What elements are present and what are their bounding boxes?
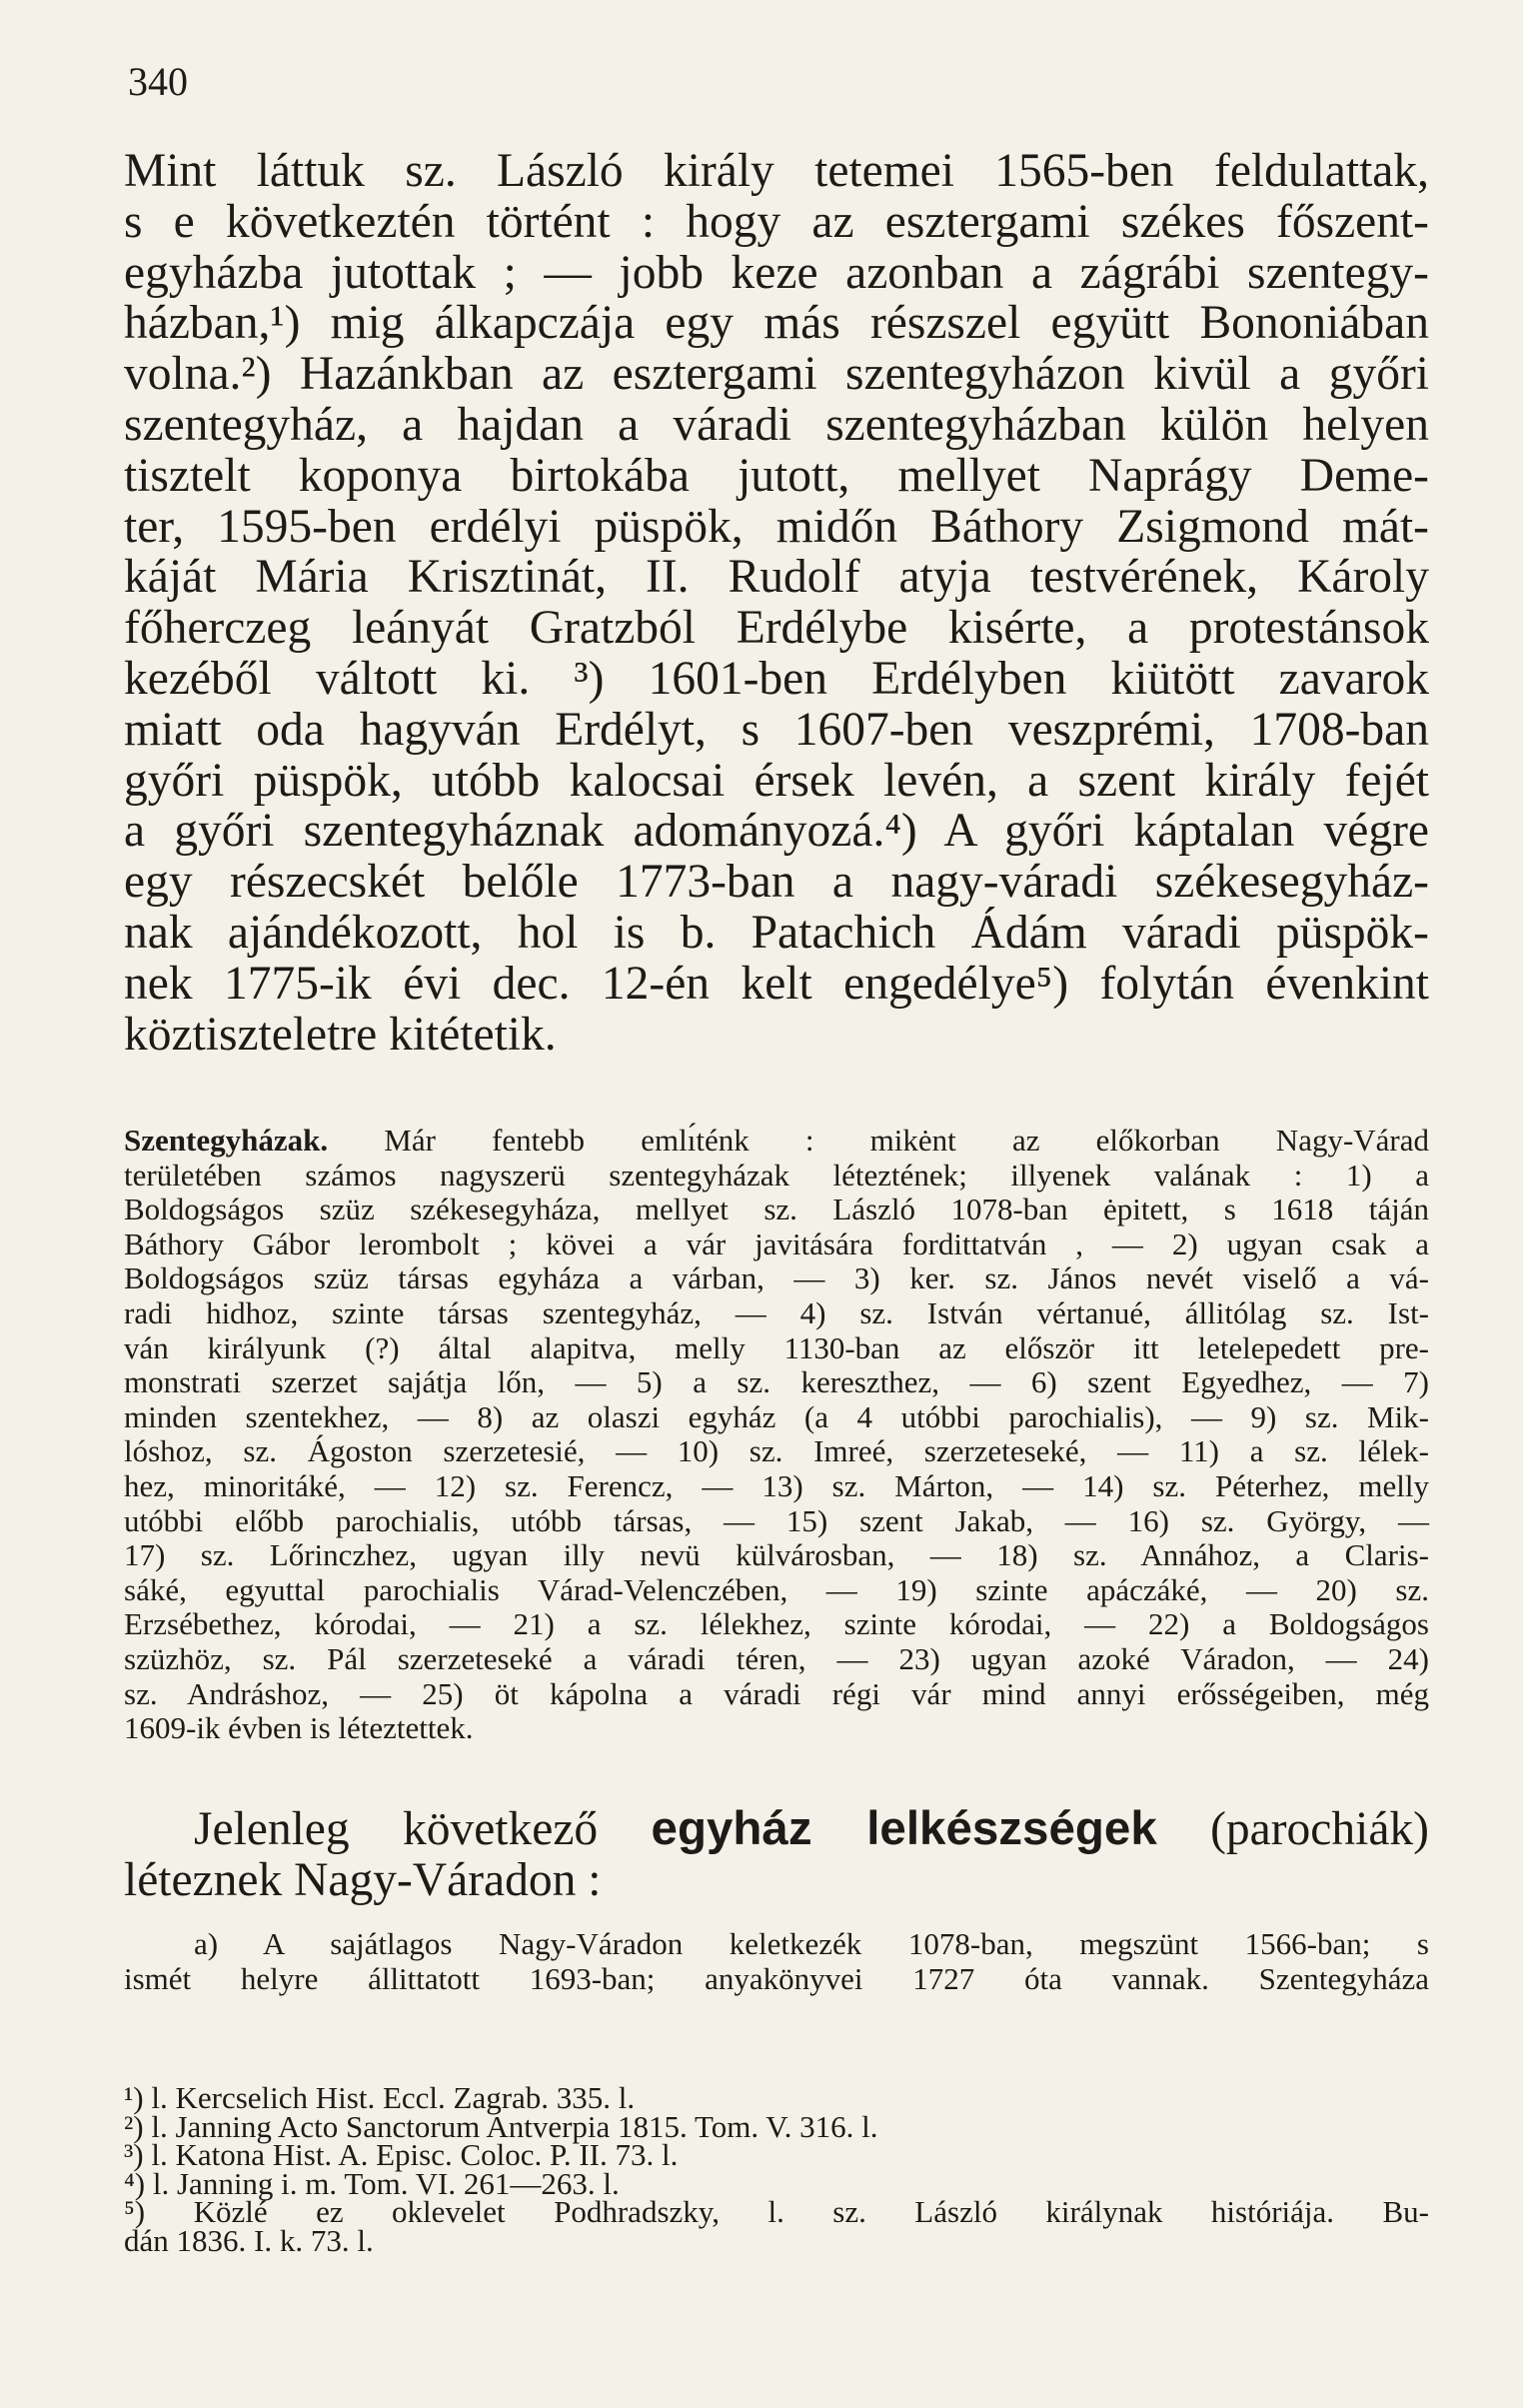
main-line: szentegyház, a hajdan a váradi szentegyházban külön helyen bbox=[124, 398, 1429, 451]
churches-line: 17) sz. Lőrinczhez, ugyan illy nevü külvárosban, — 18) sz. Annához, a Claris- bbox=[124, 1537, 1429, 1573]
main-line: nek 1775-ik évi dec. 12-én kelt engedélye⁵) folytán évenkint bbox=[124, 957, 1429, 1010]
churches-line: sz. Andráshoz, — 25) öt kápolna a váradi régi vár mind annyi erősségeiben, még bbox=[124, 1675, 1429, 1711]
churches-line: monstrati szerzet sajátja lőn, — 5) a sz. kereszthez, — 6) szent Egyedhez, — 7) bbox=[124, 1364, 1429, 1400]
parishes-line-2: léteznek Nagy-Váradon : bbox=[124, 1853, 602, 1906]
main-paragraph bbox=[124, 146, 1429, 1060]
footnote-line: ⁴) l. Janning i. m. Tom. VI. 261—263. l. bbox=[124, 2165, 620, 2201]
churches-line: Boldogságos szüz társas egyháza a várban, — 3) ker. sz. János nevét viselő a vá- bbox=[124, 1260, 1429, 1296]
parishes-line-1 bbox=[124, 1804, 1429, 1855]
main-line: főherczeg leányát Gratzból Erdélybe kisérte, a protestánsok bbox=[124, 602, 1429, 655]
footnotes bbox=[124, 2080, 1429, 2258]
churches-line: szüzhöz, sz. Pál szerzeteseké a váradi téren, — 23) ugyan azoké Váradon, — 24) bbox=[124, 1640, 1429, 1676]
main-line: tisztelt koponya birtokába jutott, mellyet Naprágy Deme- bbox=[124, 449, 1429, 502]
item-a-paragraph bbox=[124, 1927, 1429, 1996]
churches-line: Báthory Gábor lerombolt ; kövei a vár javitására fordittatván , — 2) ugyan csak a bbox=[124, 1225, 1429, 1261]
churches-line: hez, minoritáké, — 12) sz. Ferencz, — 13) sz. Márton, — 14) sz. Péterhez, melly bbox=[124, 1467, 1429, 1503]
main-line: s e következtén történt : hogy az esztergami székes főszent- bbox=[124, 195, 1429, 248]
main-line: egyházba jutottak ; — jobb keze azonban a zágrábi szentegy- bbox=[124, 246, 1429, 299]
churches-line: Boldogságos szüz székesegyháza, mellyet sz. László 1078-ban ėpitett, s 1618 táján bbox=[124, 1192, 1429, 1227]
main-line: Mint láttuk sz. László király tetemei 1565-ben feldulattak, bbox=[124, 145, 1429, 197]
churches-line: területében számos nagyszerü szentegyházak léteztének; illyenek valának : 1) a bbox=[124, 1157, 1429, 1193]
main-line: egy részecskét belőle 1773-ban a nagy-váradi székesegyház- bbox=[124, 856, 1429, 909]
item-a-line-1: ismét helyre állittatott 1693-ban; anyakönyvei 1727 óta vannak. Szentegyháza bbox=[124, 1960, 1429, 1996]
main-line: volna.²) Hazánkban az esztergami szentegyházon kivül a győri bbox=[124, 348, 1429, 401]
main-line: ter, 1595-ben erdélyi püspök, midőn Báthory Zsigmond mát- bbox=[124, 500, 1429, 553]
parishes-text-b: (parochiák) bbox=[1156, 1803, 1429, 1855]
churches-heading: Szentegyházak. bbox=[124, 1123, 329, 1158]
parishes-text-a: Jelenleg következő bbox=[194, 1803, 652, 1855]
churches-first-line bbox=[124, 1124, 1429, 1159]
churches-line: 1609-ik évben is léteztettek. bbox=[124, 1710, 474, 1746]
churches-line: utóbbi előbb parochialis, utóbb társas, — 15) szent Jakab, — 16) sz. György, — bbox=[124, 1502, 1429, 1538]
churches-line: Erzsébethez, kórodai, — 21) a sz. lélekhez, szinte kórodai, — 22) a Boldogságos bbox=[124, 1606, 1429, 1642]
main-line: győri püspök, utóbb kalocsai érsek levén, a szent király fejét bbox=[124, 754, 1429, 807]
item-a-line-0: a) A sajátlagos Nagy-Váradon keletkezék 1078-ban, megszünt 1566-ban; s bbox=[194, 1926, 1429, 1961]
main-line: nak ajándékozott, hol is b. Patachich Ádám váradi püspök- bbox=[124, 906, 1429, 959]
main-line: kezéből váltott ki. ³) 1601-ben Erdélyben kiütött zavarok bbox=[124, 652, 1429, 705]
main-line: köztiszteletre kitétetik. bbox=[124, 1008, 557, 1061]
footnote-line: ²) l. Janning Acto Sanctorum Antverpia 1815. Tom. V. 316. l. bbox=[124, 2108, 878, 2144]
footnote-line: dán 1836. I. k. 73. l. bbox=[124, 2222, 374, 2258]
parishes-heading-paragraph bbox=[124, 1804, 1429, 1906]
main-line: miatt oda hagyván Erdélyt, s 1607-ben veszprémi, 1708-ban bbox=[124, 703, 1429, 756]
main-line: házban,¹) mig álkapczája egy más részszel együtt Bononiában bbox=[124, 297, 1429, 350]
main-line: káját Mária Krisztinát, II. Rudolf atyja testvérének, Károly bbox=[124, 551, 1429, 604]
page-number: 340 bbox=[128, 59, 188, 104]
footnote-line: ¹) l. Kercselich Hist. Eccl. Zagrab. 335. l. bbox=[124, 2080, 636, 2115]
churches-paragraph bbox=[124, 1124, 1429, 1746]
churches-line: minden szentekhez, — 8) az olaszi egyház (a 4 utóbbi parochialis), — 9) sz. Mik- bbox=[124, 1398, 1429, 1434]
main-line: a győri szentegyháznak adományozá.⁴) A győri káptalan végre bbox=[124, 805, 1429, 858]
churches-line-0: Már fentebb emlı́ténk : mikėnt az előkorban Nagy-Várad bbox=[384, 1123, 1430, 1158]
churches-line: lóshoz, sz. Ágoston szerzetesié, — 10) sz. Imreé, szerzeteseké, — 11) a sz. lélek- bbox=[124, 1433, 1429, 1469]
footnote-line: ³) l. Katona Hist. A. Episc. Coloc. P. II. 73. l. bbox=[124, 2137, 679, 2173]
churches-line: radi hidhoz, szinte társas szentegyház, — 4) sz. István vértanué, állitólag sz. Ist- bbox=[124, 1294, 1429, 1330]
churches-line: ván királyunk (?) által alapitva, melly 1130-ban az először itt letelepedett pre- bbox=[124, 1329, 1429, 1365]
footnote-line: ⁵) Közlé ez oklevelet Podhradszky, l. sz. László királynak históriája. Bu- bbox=[124, 2194, 1429, 2230]
parishes-bold: egyház lelkészségek bbox=[651, 1802, 1157, 1855]
churches-line: sáké, egyuttal parochialis Várad-Velenczében, — 19) szinte apáczáké, — 20) sz. bbox=[124, 1571, 1429, 1607]
